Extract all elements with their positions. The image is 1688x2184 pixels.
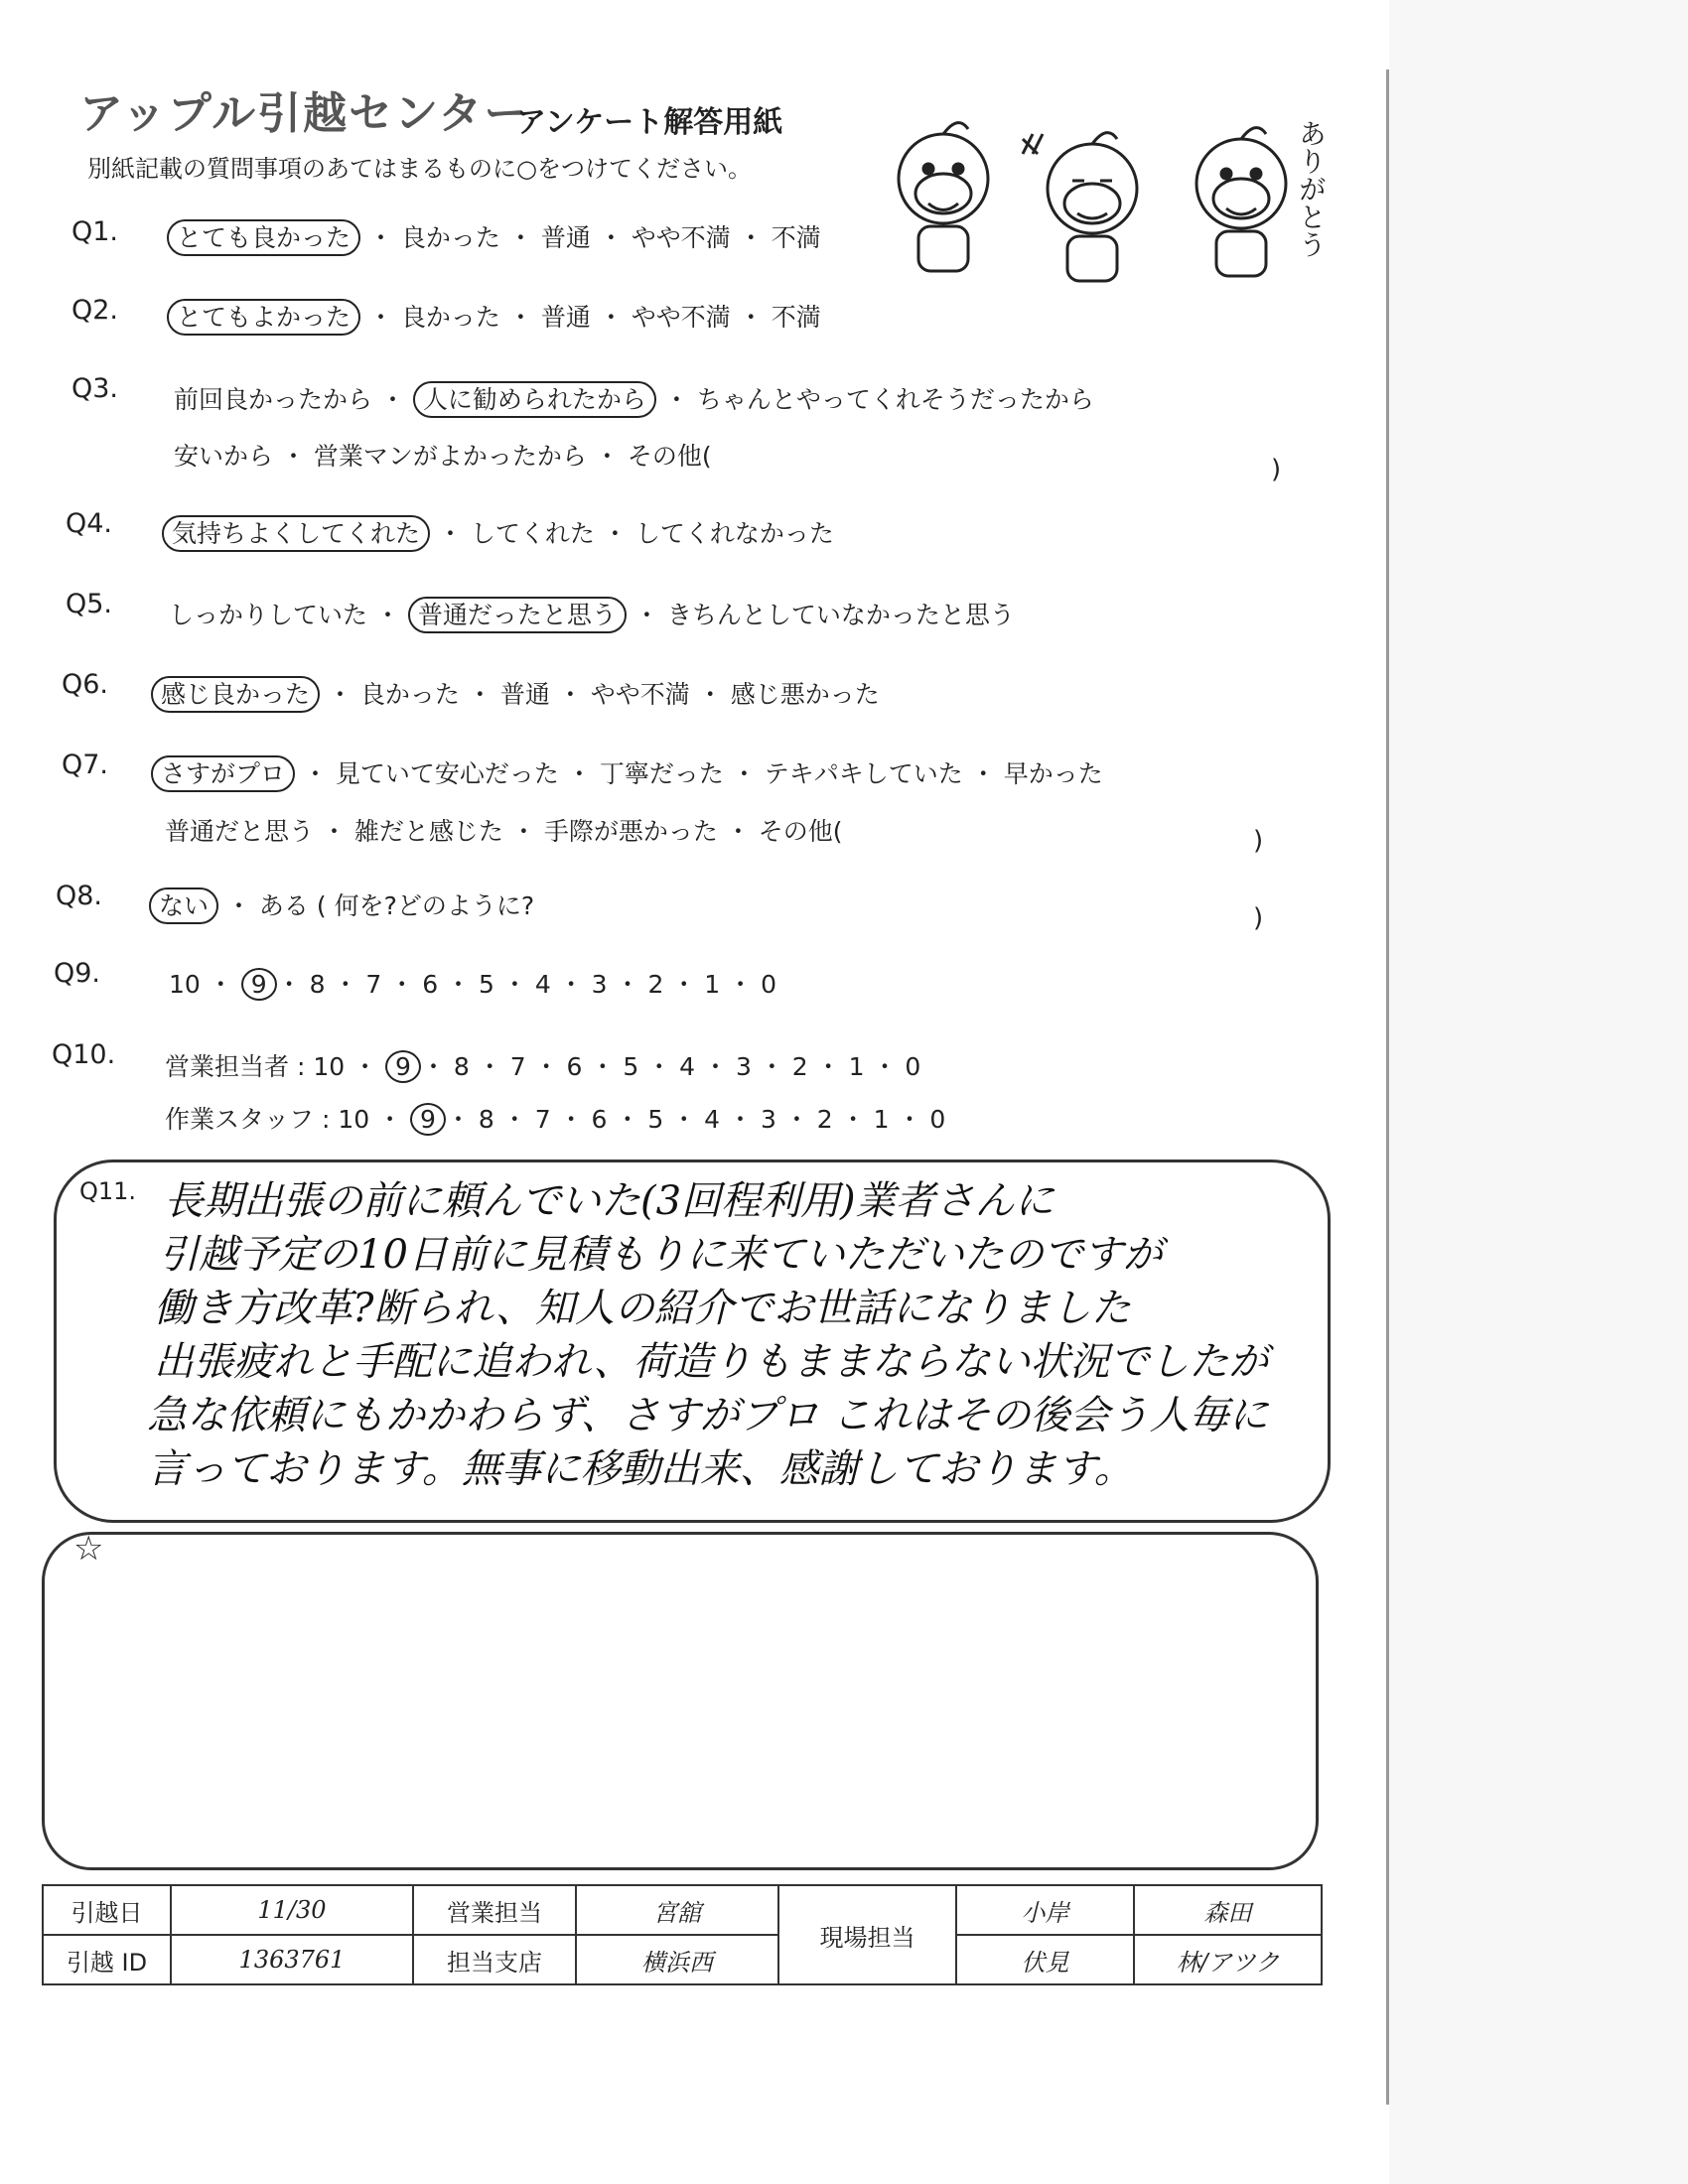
q11-handwriting-line: 長期出張の前に頼んでいた(3回程利用)業者さんに (164, 1178, 1055, 1224)
q3-option[interactable]: 営業マンがよかったから (313, 442, 587, 471)
q5-option[interactable]: きちんとしていなかったと思う (666, 601, 1015, 629)
q9-label: Q9. (54, 958, 101, 989)
q10-score[interactable]: 5 (647, 1105, 664, 1134)
q4-label: Q4. (66, 508, 113, 539)
q7-option[interactable]: テキパキしていた (764, 759, 963, 788)
mascot-2 (1023, 133, 1137, 281)
q2-options: とてもよかった ・ 良かった ・ 普通 ・ やや不満 ・ 不満 (167, 298, 821, 334)
q10-score[interactable]: 0 (905, 1052, 921, 1081)
mascot-3 (1196, 128, 1286, 276)
q9-score[interactable]: 5 (479, 970, 494, 999)
move-date-label: 引越日 (43, 1885, 171, 1935)
q9-score[interactable]: 1 (704, 970, 721, 999)
q9-score[interactable]: 4 (534, 970, 551, 999)
q10-score[interactable]: 1 (848, 1052, 865, 1081)
q11-handwriting-line: 働き方改革?断られ、知人の紹介でお世話になりました (154, 1286, 1131, 1331)
q2-option[interactable]: 不満 (771, 303, 821, 332)
q7-option-selected[interactable]: さすがプロ (151, 755, 295, 792)
q10-score[interactable]: 1 (873, 1105, 890, 1134)
q9-score[interactable]: 2 (647, 970, 664, 999)
q10-score[interactable]: 4 (679, 1052, 696, 1081)
instruction-text: 別紙記載の質問事項のあてはまるものに○をつけてください。 (87, 155, 752, 183)
q9-score-selected[interactable]: 9 (241, 968, 277, 1001)
q1-label: Q1. (71, 216, 119, 247)
q1-options: とても良かった ・ 良かった ・ 普通 ・ やや不満 ・ 不満 (167, 218, 821, 254)
q3-option[interactable]: ちゃんとやってくれそうだったから (696, 385, 1094, 414)
move-info-table (42, 1884, 1323, 1985)
q10-row-staff: 作業スタッフ : 10 ・ 9 ・ 8 ・ 7 ・ 6 ・ 5 ・ 4 ・ 3 ・ 2 ・ 1 ・ 0 (165, 1105, 946, 1134)
q7-option[interactable]: 普通だと思う (165, 817, 315, 846)
q9-score[interactable]: 7 (365, 970, 382, 999)
move-id-label: 引越 ID (43, 1935, 171, 1984)
q1-option[interactable]: 良かった (400, 223, 500, 252)
q10-score[interactable]: 5 (623, 1052, 639, 1081)
q2-option[interactable]: 普通 (540, 303, 591, 332)
q9-scale: 10 ・ 9 ・ 8 ・ 7 ・ 6 ・ 5 ・ 4 ・ 3 ・ 2 ・ 1 ・ 0 (169, 970, 776, 999)
q10-score[interactable]: 8 (478, 1105, 494, 1134)
q6-label: Q6. (62, 669, 109, 700)
q10-score[interactable]: 10 (338, 1105, 370, 1134)
q10-row-label: 作業スタッフ : (165, 1105, 331, 1134)
q8-close-paren: ) (1253, 903, 1264, 933)
site-staff-name: 伏見 (956, 1935, 1134, 1984)
q4-options: 気持ちよくしてくれた ・ してくれた ・ してくれなかった (162, 514, 834, 550)
q11-handwriting-line: 急な依頼にもかかわらず、さすがプロ これはその後会う人毎に (147, 1393, 1269, 1438)
q7-option[interactable]: 丁寧だった (599, 759, 724, 788)
q4-option-selected[interactable]: 気持ちよくしてくれた (162, 515, 430, 552)
site-staff-name: 小岸 (956, 1885, 1134, 1935)
q7-options-line2: 普通だと思う ・ 雑だと感じた ・ 手際が悪かった ・ その他( (165, 817, 843, 846)
q10-score[interactable]: 2 (816, 1105, 833, 1134)
move-id-value: 1363761 (171, 1935, 413, 1984)
site-staff-label: 現場担当 (778, 1885, 956, 1984)
q10-score-selected[interactable]: 9 (410, 1103, 446, 1136)
site-staff-name: 森田 (1134, 1885, 1322, 1935)
q4-option[interactable]: してくれた (470, 519, 595, 548)
q9-score[interactable]: 10 (169, 970, 201, 999)
q9-score[interactable]: 8 (309, 970, 326, 999)
mascot-illustration (874, 109, 1331, 288)
q1-option[interactable]: 不満 (771, 223, 821, 252)
branch-label: 担当支店 (413, 1935, 576, 1984)
mascot-1 (899, 123, 988, 271)
q7-options-line1: さすがプロ ・ 見ていて安心だった ・ 丁寧だった ・ テキパキしていた ・ 早かった (151, 754, 1103, 790)
q1-option[interactable]: 普通 (540, 223, 591, 252)
site-staff-name: 林/アツク (1134, 1935, 1322, 1984)
q2-label: Q2. (71, 295, 119, 326)
q11-handwriting-line: 言っております。無事に移動出来、感謝しております。 (147, 1446, 1134, 1492)
q5-option-selected[interactable]: 普通だったと思う (408, 597, 627, 633)
q10-score[interactable]: 7 (534, 1105, 551, 1134)
arigato-caption: ありがとう (1295, 119, 1328, 258)
q7-label: Q7. (62, 750, 109, 780)
q10-label: Q10. (52, 1039, 116, 1070)
q5-label: Q5. (66, 589, 113, 619)
move-date-value: 11/30 (171, 1885, 413, 1935)
form-subtitle: アンケート解答用紙 (516, 105, 783, 140)
q7-close-paren: ) (1253, 826, 1264, 856)
q6-option-selected[interactable]: 感じ良かった (151, 676, 320, 713)
q3-close-paren: ) (1271, 455, 1282, 484)
q10-score[interactable]: 6 (591, 1105, 608, 1134)
q9-score[interactable]: 6 (422, 970, 439, 999)
q9-score[interactable]: 3 (591, 970, 608, 999)
q7-option[interactable]: 手際が悪かった (543, 817, 718, 846)
q6-option[interactable]: 普通 (499, 680, 550, 709)
q5-option[interactable]: しっかりしていた (169, 601, 368, 629)
q10-score[interactable]: 6 (566, 1052, 583, 1081)
q6-option[interactable]: 良かった (359, 680, 460, 709)
q4-option[interactable]: してくれなかった (634, 519, 834, 548)
q11-handwriting-line: 引越予定の10日前に見積もりに来ていただいたのですが (159, 1232, 1163, 1278)
sales-rep-value: 宮舘 (576, 1885, 778, 1935)
q8-options: ない ・ ある ( 何を?どのように? (149, 887, 534, 922)
q11-handwriting-line: 出張疲れと手配に追われ、荷造りもままならない状況でしたが (154, 1339, 1269, 1385)
q2-option-selected[interactable]: とてもよかった (167, 299, 360, 336)
q8-option[interactable]: ある ( 何を?どのように? (258, 891, 535, 920)
q3-option[interactable]: その他( (627, 442, 712, 471)
q10-score[interactable]: 2 (791, 1052, 808, 1081)
q7-option[interactable]: 雑だと感じた (353, 817, 503, 846)
q3-options-line2: 安いから ・ 営業マンがよかったから ・ その他( (174, 442, 712, 471)
q7-option[interactable]: その他( (758, 817, 843, 846)
q6-option[interactable]: やや不満 (590, 680, 690, 709)
q10-row-label: 営業担当者 : (165, 1052, 306, 1081)
branch-value: 横浜西 (576, 1935, 778, 1984)
q8-option-selected[interactable]: ない (149, 887, 218, 924)
q6-options: 感じ良かった ・ 良かった ・ 普通 ・ やや不満 ・ 感じ悪かった (151, 675, 880, 711)
q10-score[interactable]: 3 (760, 1105, 776, 1134)
q3-label: Q3. (71, 373, 119, 404)
star-icon: ☆ (73, 1529, 104, 1569)
q8-label: Q8. (56, 881, 103, 911)
q11-label: Q11. (79, 1177, 137, 1205)
q10-row-sales: 営業担当者 : 10 ・ 9 ・ 8 ・ 7 ・ 6 ・ 5 ・ 4 ・ 3 ・ 2 ・ 1 ・ 0 (165, 1052, 921, 1081)
q1-option-selected[interactable]: とても良かった (167, 219, 360, 256)
q9-score[interactable]: 0 (761, 970, 776, 999)
q7-option[interactable]: 見ていて安心だった (335, 759, 559, 788)
q2-option[interactable]: 良かった (400, 303, 500, 332)
q10-score[interactable]: 4 (704, 1105, 721, 1134)
company-title: アップル引越センター (79, 88, 530, 139)
q1-option[interactable]: やや不満 (631, 223, 731, 252)
q3-option-selected[interactable]: 人に勧められたから (413, 381, 656, 418)
q3-option[interactable]: 前回良かったから (174, 385, 373, 414)
q10-score[interactable]: 7 (509, 1052, 526, 1081)
scan-margin (1389, 0, 1688, 2184)
q10-score[interactable]: 8 (453, 1052, 470, 1081)
q3-options-line1: 前回良かったから ・ 人に勧められたから ・ ちゃんとやってくれそうだったから (174, 380, 1094, 416)
q10-score[interactable]: 3 (735, 1052, 752, 1081)
q3-option[interactable]: 安いから (174, 442, 274, 471)
q7-option[interactable]: 早かった (1003, 759, 1103, 788)
star-comment-box[interactable] (42, 1532, 1319, 1870)
sales-rep-label: 営業担当 (413, 1885, 576, 1935)
q10-score[interactable]: 10 (313, 1052, 346, 1081)
q10-score-selected[interactable]: 9 (385, 1050, 421, 1083)
q2-option[interactable]: やや不満 (631, 303, 731, 332)
q6-option[interactable]: 感じ悪かった (730, 680, 880, 709)
q5-options: しっかりしていた ・ 普通だったと思う ・ きちんとしていなかったと思う (169, 596, 1015, 631)
q10-score[interactable]: 0 (929, 1105, 946, 1134)
